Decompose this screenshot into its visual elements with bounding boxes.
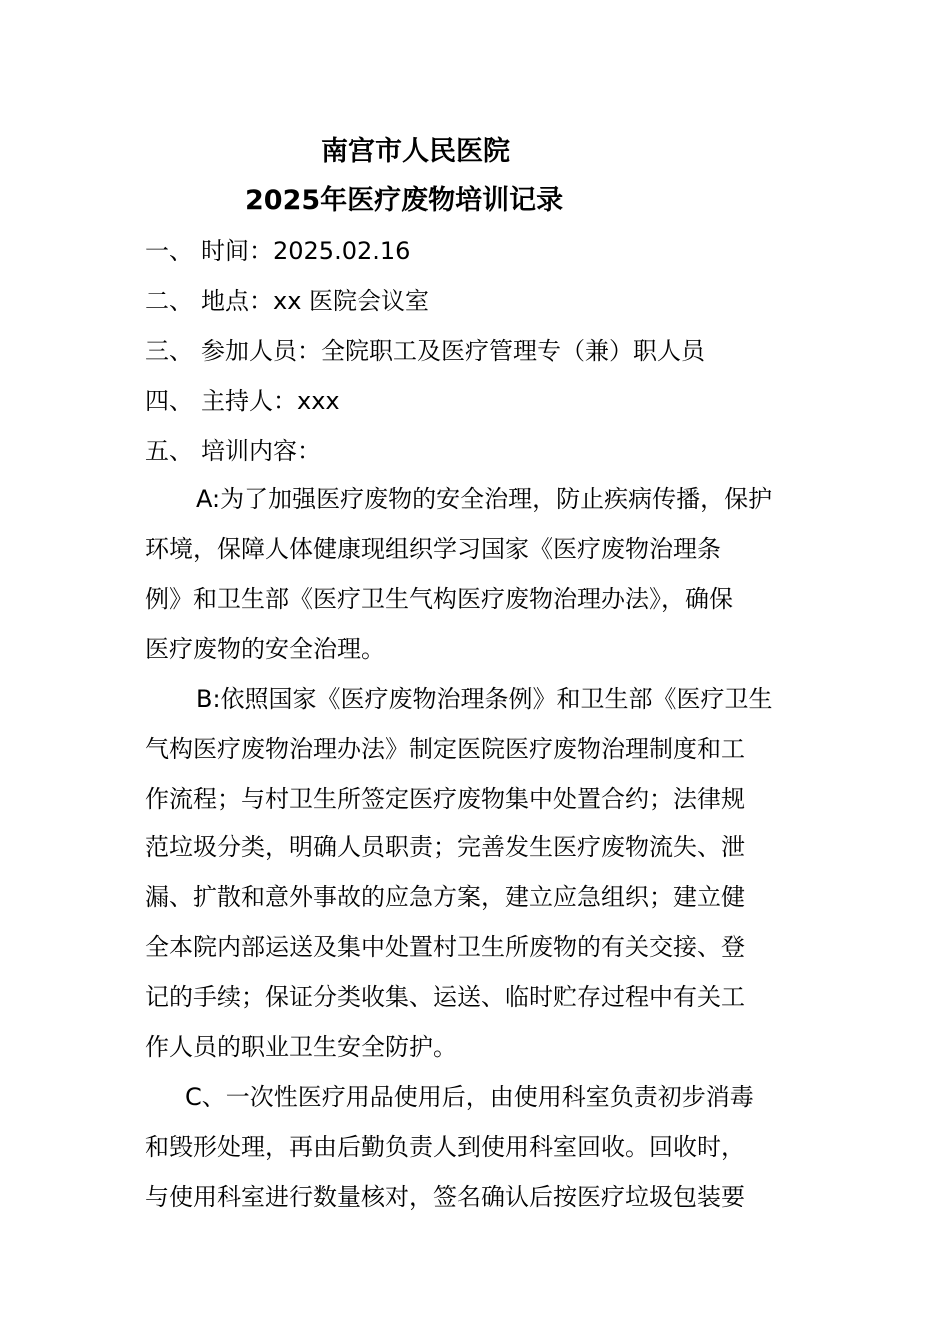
paragraph-b-line: 气构医疗废物治理办法》制定医院医疗废物治理制度和工 — [145, 735, 745, 763]
paragraph-b-line: 作人员的职业卫生安全防护。 — [145, 1033, 457, 1061]
item-number: 三、 — [145, 337, 193, 365]
item-number: 一、 — [145, 237, 193, 265]
paragraph-c-line: 和毁形处理，再由后勤负责人到使用科室回收。回收时， — [145, 1133, 745, 1161]
paragraph-a-line: 环境，保障人体健康现组织学习国家《医疗废物治理条 — [145, 535, 721, 563]
item-time — [145, 236, 410, 266]
item-number: 二、 — [145, 287, 193, 315]
hospital-title: 南宫市人民医院 — [321, 136, 510, 167]
paragraph-c-line: 与使用科室进行数量核对，签名确认后按医疗垃圾包装要 — [145, 1183, 745, 1211]
paragraph-a-line: A:为了加强医疗废物的安全治理，防止疾病传播，保护 — [196, 485, 773, 513]
item-text: 时间：2025.02.16 — [201, 237, 411, 265]
paragraph-a-line: 例》和卫生部《医疗卫生气构医疗废物治理办法》，确保 — [145, 585, 733, 613]
paragraph-c-line: C、一次性医疗用品使用后，由使用科室负责初步消毒 — [185, 1083, 754, 1111]
item-participants — [145, 336, 705, 366]
paragraph-b-line: 作流程；与村卫生所签定医疗废物集中处置合约；法律规 — [145, 785, 745, 813]
item-text: 地点：xx 医院会议室 — [201, 287, 430, 315]
item-text: 培训内容： — [201, 437, 321, 465]
item-host — [145, 386, 340, 416]
item-text: 主持人：xxx — [201, 387, 340, 415]
item-number: 四、 — [145, 387, 193, 415]
paragraph-b-line: 全本院内部运送及集中处置村卫生所废物的有关交接、登 — [145, 933, 745, 961]
item-number: 五、 — [145, 437, 193, 465]
paragraph-a-line: 医疗废物的安全治理。 — [145, 635, 385, 663]
paragraph-b-line: B:依照国家《医疗废物治理条例》和卫生部《医疗卫生 — [196, 685, 773, 713]
item-content — [145, 436, 321, 466]
item-text: 参加人员：全院职工及医疗管理专（兼）职人员 — [201, 337, 705, 365]
item-location — [145, 286, 429, 316]
paragraph-b-line: 漏、扩散和意外事故的应急方案，建立应急组织；建立健 — [145, 883, 745, 911]
paragraph-b-line: 记的手续；保证分类收集、运送、临时贮存过程中有关工 — [145, 983, 745, 1011]
record-title: 2025年医疗废物培训记录 — [245, 185, 564, 216]
paragraph-b-line: 范垃圾分类，明确人员职责；完善发生医疗废物流失、泄 — [145, 833, 745, 861]
